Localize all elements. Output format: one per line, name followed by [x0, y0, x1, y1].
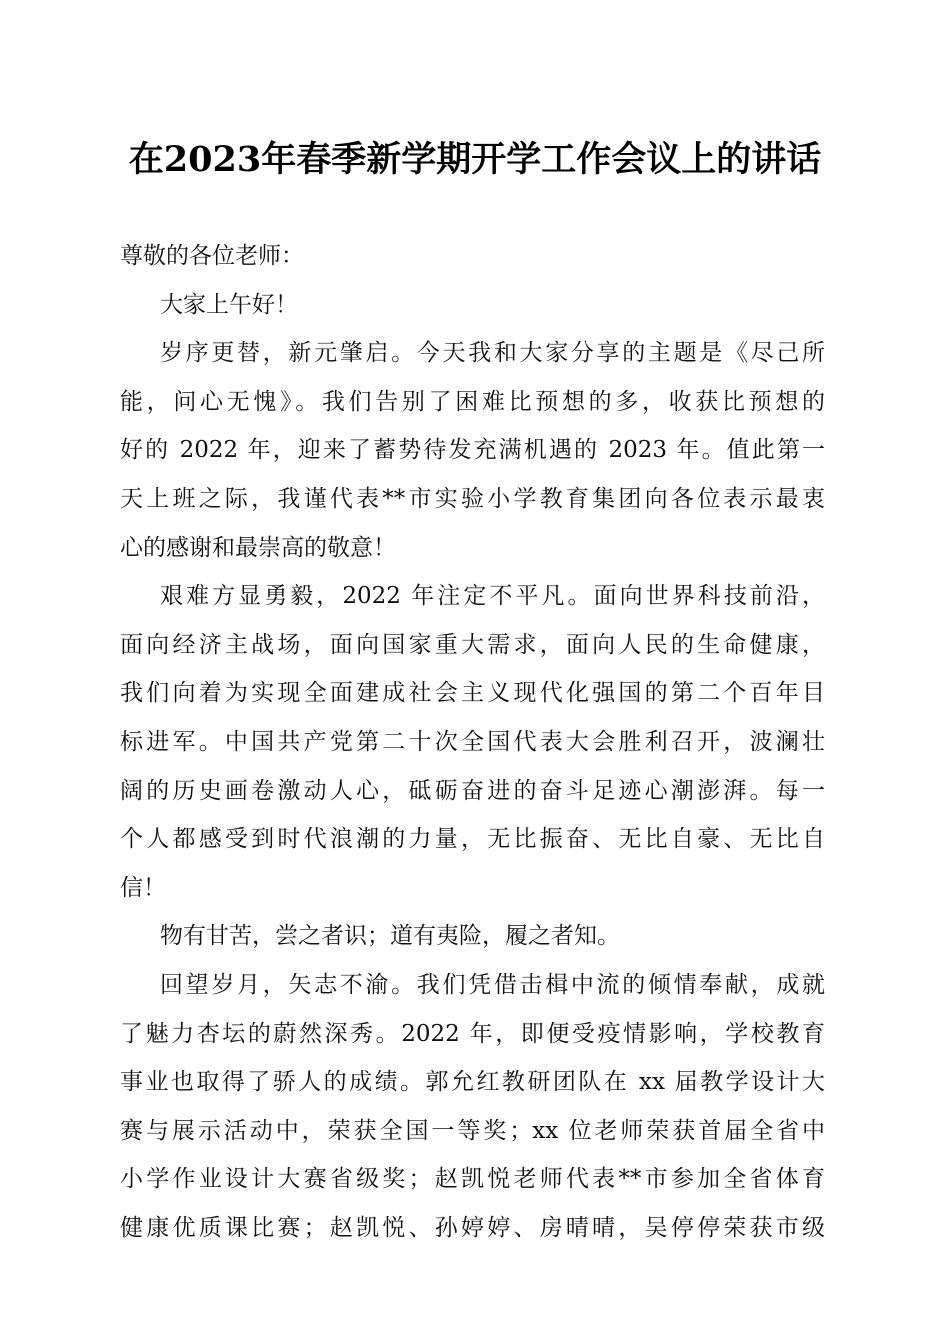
- text-line: 回望岁月，矢志不渝。我们凭借击楫中流的倾情奉献，成就: [160, 971, 825, 998]
- text-line: 物有甘苦，尝之者识；道有夷险，履之者知。: [160, 923, 620, 950]
- text-line: 标进军。中国共产党第二十次全国代表大会胜利召开，波澜壮: [120, 728, 825, 755]
- text-line: 艰难方显勇毅，2022 年注定不平凡。面向世界科技前沿，: [160, 583, 825, 610]
- text-line: 小学作业设计大赛省级奖；赵凯悦老师代表**市参加全省体育: [120, 1166, 825, 1193]
- text-line: 个人都感受到时代浪潮的力量，无比振奋、无比自豪、无比自: [120, 826, 825, 853]
- text-line: 岁序更替，新元肇启。今天我和大家分享的主题是《尽己所: [160, 340, 825, 367]
- text-line: 好的 2022 年，迎来了蓄势待发充满机遇的 2023 年。值此第一: [120, 437, 825, 464]
- text-line: 赛与展示活动中，荣获全国一等奖；xx 位老师荣获首届全省中: [120, 1117, 825, 1144]
- text-line: 面向经济主战场，面向国家重大需求，面向人民的生命健康，: [120, 631, 825, 658]
- text-line: 阔的历史画卷激动人心，砥砺奋进的奋斗足迹心潮澎湃。每一: [120, 777, 825, 804]
- text-line: 能，问心无愧》。我们告别了困难比预想的多，收获比预想的: [120, 388, 825, 415]
- text-line: 我们向着为实现全面建成社会主义现代化强国的第二个百年目: [120, 680, 825, 707]
- text-line: 健康优质课比赛；赵凯悦、孙婷婷、房晴晴，吴停停荣获市级: [120, 1214, 825, 1241]
- text-line: 尊敬的各位老师：: [120, 243, 304, 269]
- text-line: 大家上午好！: [160, 291, 298, 318]
- text-line: 信！: [120, 874, 166, 901]
- text-line: 了魅力杏坛的蔚然深秀。2022 年，即便受疫情影响，学校教育: [120, 1020, 825, 1047]
- document-title: 在2023年春季新学期开学工作会议上的讲话: [128, 139, 822, 180]
- document-body: [120, 232, 825, 1252]
- text-line: 心的感谢和最崇高的敬意！: [120, 534, 396, 561]
- text-line: 天上班之际，我谨代表**市实验小学教育集团向各位表示最衷: [120, 485, 825, 512]
- text-line: 事业也取得了骄人的成绩。郭允红教研团队在 xx 届教学设计大: [120, 1069, 825, 1096]
